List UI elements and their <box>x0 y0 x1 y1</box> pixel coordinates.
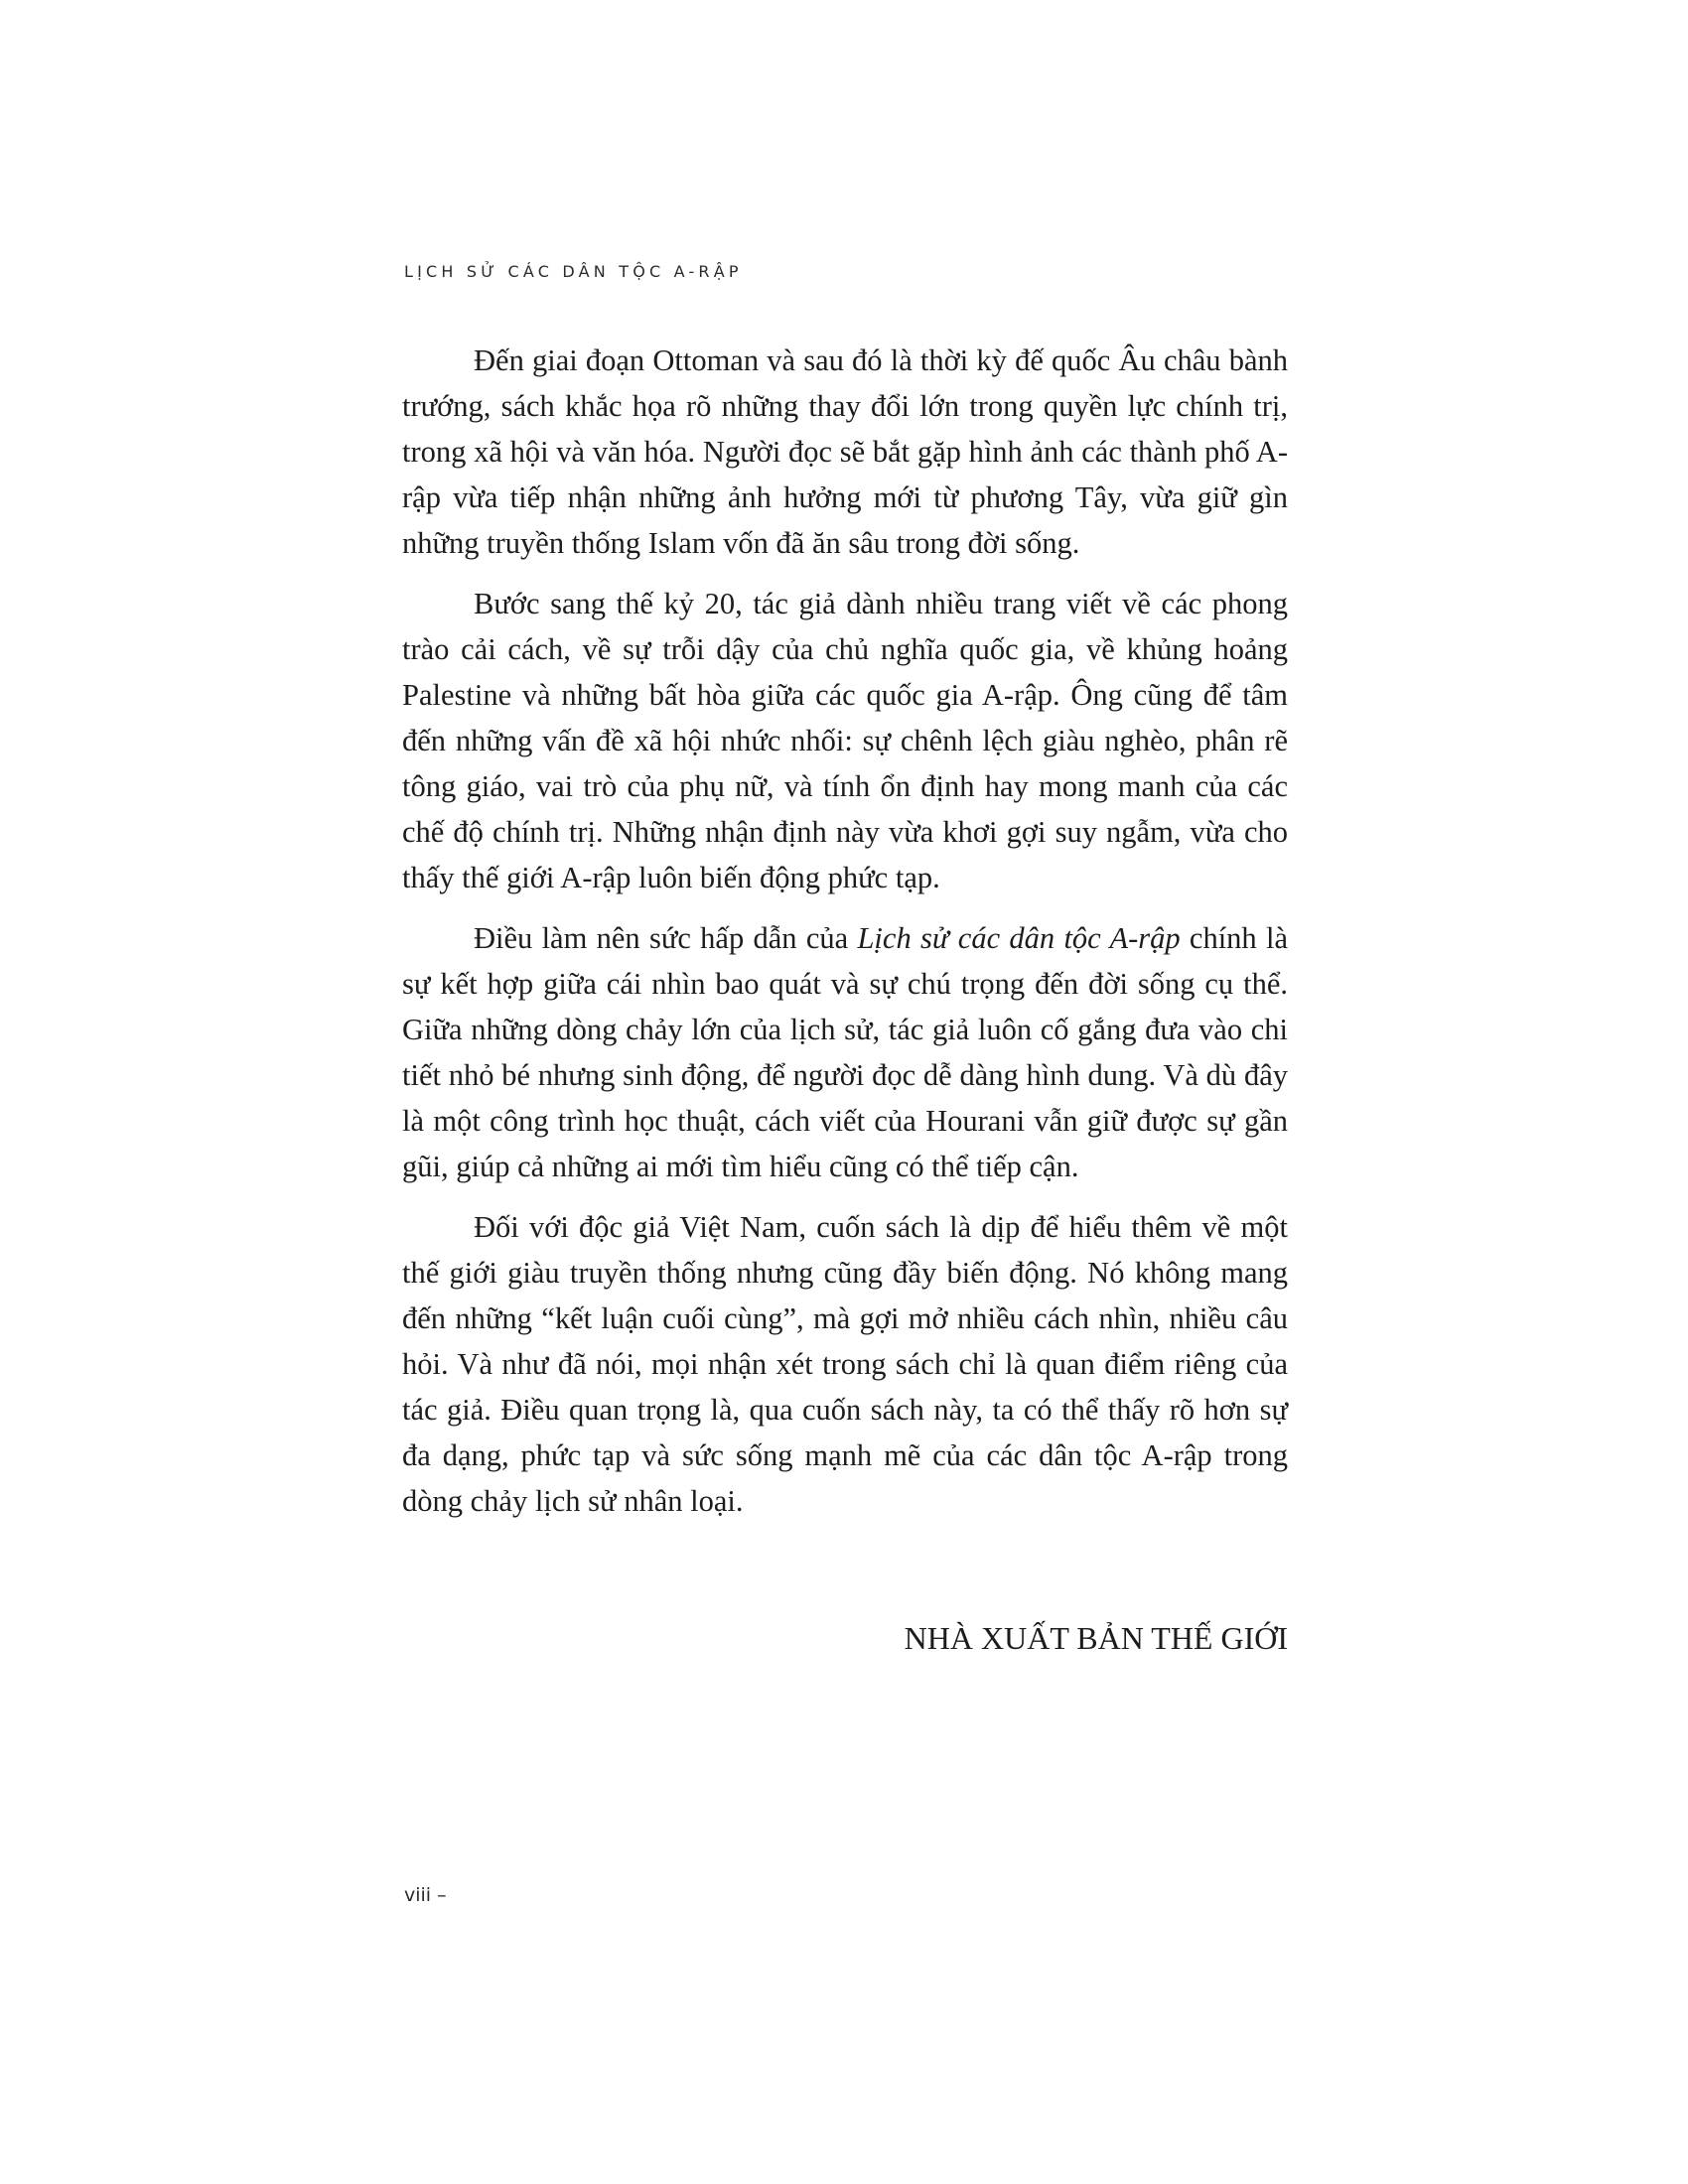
paragraph-ottoman-period: Đến giai đoạn Ottoman và sau đó là thời kỳ đế quốc Âu châu bành trướng, sách khắc họa rõ những thay đổi lớn trong quyền lực chính trị, trong xã hội và văn hóa. Người đọc sẽ bắt gặp hình ảnh các thành phố A-rập vừa tiếp nhận những ảnh hưởng mới từ phương Tây, vừa giữ gìn những truyền thống Islam vốn đã ăn sâu trong đời sống. <box>402 343 1288 560</box>
paragraph-vietnamese-readers: Đối với độc giả Việt Nam, cuốn sách là dịp để hiểu thêm về một thế giới giàu truyền thống nhưng cũng đầy biến động. Nó không mang đến những “kết luận cuối cùng”, mà gợi mở nhiều cách nhìn, nhiều câu hỏi. Và như đã nói, mọi nhận xét trong sách chỉ là quan điểm riêng của tác giả. Điều quan trọng là, qua cuốn sách này, ta có thể thấy rõ hơn sự đa dạng, phức tạp và sức sống mạnh mẽ của các dân tộc A-rập trong dòng chảy lịch sử nhân loại. <box>402 1210 1288 1518</box>
paragraph-twentieth-century: Bước sang thế kỷ 20, tác giả dành nhiều trang viết về các phong trào cải cách, về sự trỗi dậy của chủ nghĩa quốc gia, về khủng hoảng Palestine và những bất hòa giữa các quốc gia A-rập. Ông cũng để tâm đến những vấn đề xã hội nhức nhối: sự chênh lệch giàu nghèo, phân rẽ tông giáo, vai trò của phụ nữ, và tính ổn định hay mong manh của các chế độ chính trị. Những nhận định này vừa khơi gợi suy ngẫm, vừa cho thấy thế giới A-rập luôn biến động phức tạp. <box>402 587 1288 894</box>
book-title-italic: Lịch sử các dân tộc A-rập <box>857 921 1181 955</box>
paragraph-text-start: Điều làm nên sức hấp dẫn của <box>474 921 858 955</box>
running-header: LỊCH SỬ CÁC DÂN TỘC A-RẬP <box>404 262 743 281</box>
page-number: viii – <box>404 1884 447 1906</box>
paragraph-text-end: chính là sự kết hợp giữa cái nhìn bao quát và sự chú trọng đến đời sống cụ thể. Giữa những dòng chảy lớn của lịch sử, tác giả luôn cố gắng đưa vào chi tiết nhỏ bé nhưng sinh động, để người đọc dễ dàng hình dung. Và dù đây là một công trình học thuật, cách viết của Hourani vẫn giữ được sự gần gũi, giúp cả những ai mới tìm hiểu cũng có thể tiếp cận. <box>402 921 1288 1183</box>
body-text <box>402 338 1288 1539</box>
publisher-signature: NHÀ XUẤT BẢN THẾ GIỚI <box>904 1620 1288 1656</box>
paragraph-book-appeal <box>402 915 1288 1189</box>
